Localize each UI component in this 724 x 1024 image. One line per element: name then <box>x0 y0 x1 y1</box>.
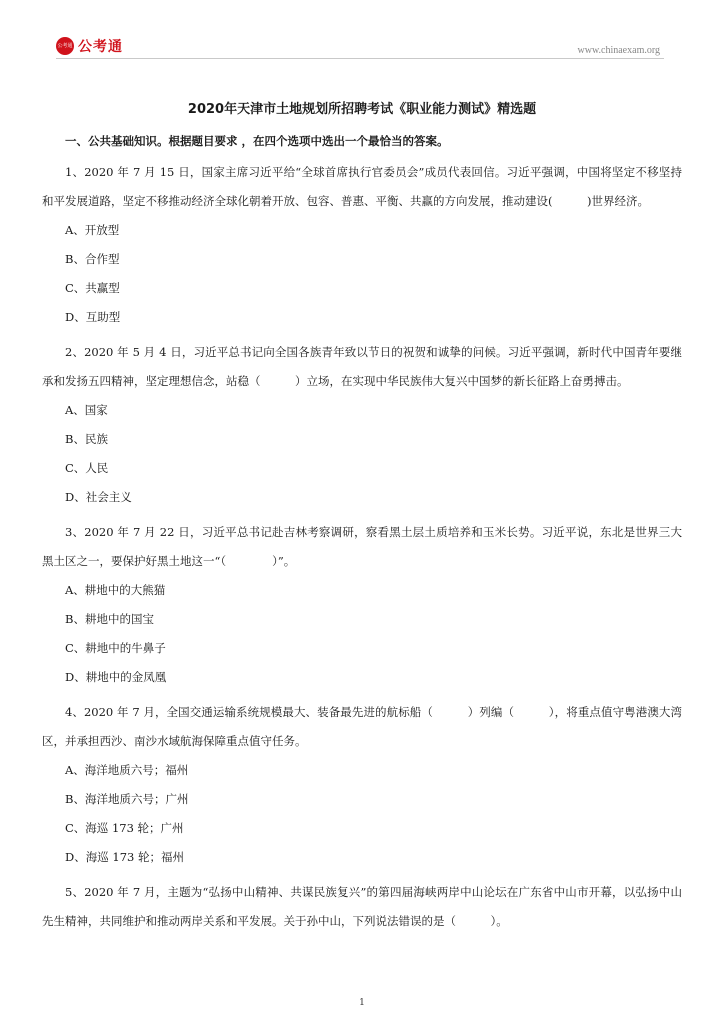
question-1 <box>42 158 682 332</box>
option-d: D、耕地中的金凤凰 <box>65 670 167 684</box>
question-4 <box>42 698 682 872</box>
option-b: B、耕地中的国宝 <box>65 612 154 626</box>
option-c: C、共赢型 <box>65 281 120 295</box>
question-stem: 1、2020 年 7 月 15 日，国家主席习近平给“全球首席执行官委员会”成员代表回信。习近平强调，中国将坚定不移坚持和平发展道路，坚定不移推动经济全球化朝着开放、包容、普惠、平衡、共赢的方向发展，推动建设( )世界经济。 <box>42 165 682 208</box>
option-d: D、互助型 <box>65 310 121 324</box>
page-number: 1 <box>359 998 365 1008</box>
logo-text: 公考通 <box>78 39 123 55</box>
document-body <box>42 130 682 942</box>
option-b: B、民族 <box>65 432 108 446</box>
page-header <box>0 0 724 62</box>
option-c: C、海巡 173 轮；广州 <box>65 821 184 835</box>
question-5 <box>42 878 682 936</box>
option-a: A、国家 <box>65 403 108 417</box>
question-stem: 4、2020 年 7 月，全国交通运输系统规模最大、装备最先进的航标船（ ）列编（ ），将重点值守粤港澳大湾区，并承担西沙、南沙水域航海保障重点值守任务。 <box>42 705 682 748</box>
question-3 <box>42 518 682 692</box>
option-b: B、合作型 <box>65 252 120 266</box>
option-a: A、海洋地质六号；福州 <box>65 763 189 777</box>
document-title: 2020年天津市土地规划所招聘考试《职业能力测试》精选题 <box>187 102 537 117</box>
site-url: www.chinaexam.org <box>577 45 660 56</box>
question-stem: 5、2020 年 7 月，主题为“弘扬中山精神、共谋民族复兴”的第四届海峡两岸中山论坛在广东省中山市开幕，以弘扬中山先生精神，共同维护和推动两岸关系和平发展。关于孙中山，下列说法错误的是（ ）。 <box>42 885 682 928</box>
option-c: C、人民 <box>65 461 109 475</box>
question-stem: 3、2020 年 7 月 22 日，习近平总书记赴吉林考察调研，察看黑土层土质培养和玉米长势。习近平说，东北是世界三大黑土区之一，要保护好黑土地这一“（ ）”。 <box>42 525 682 568</box>
option-c: C、耕地中的牛鼻子 <box>65 641 166 655</box>
option-a: A、耕地中的大熊猫 <box>65 583 166 597</box>
header-divider <box>56 58 664 59</box>
logo-badge-icon: 公考通 <box>56 37 74 55</box>
question-stem: 2、2020 年 5 月 4 日，习近平总书记向全国各族青年致以节日的祝贺和诚挚的问候。习近平强调，新时代中国青年要继承和发扬五四精神，坚定理想信念，站稳（ ）立场，在实现中华民族伟大复兴中国梦的新长征路上奋勇搏击。 <box>42 345 682 388</box>
question-2 <box>42 338 682 512</box>
section-heading: 一、公共基础知识。根据题目要求 ，在四个选项中选出一个最恰当的答案。 <box>65 134 449 148</box>
logo <box>56 36 123 56</box>
option-d: D、海巡 173 轮；福州 <box>65 850 184 864</box>
option-a: A、开放型 <box>65 223 120 237</box>
option-b: B、海洋地质六号；广州 <box>65 792 189 806</box>
option-d: D、社会主义 <box>65 490 132 504</box>
